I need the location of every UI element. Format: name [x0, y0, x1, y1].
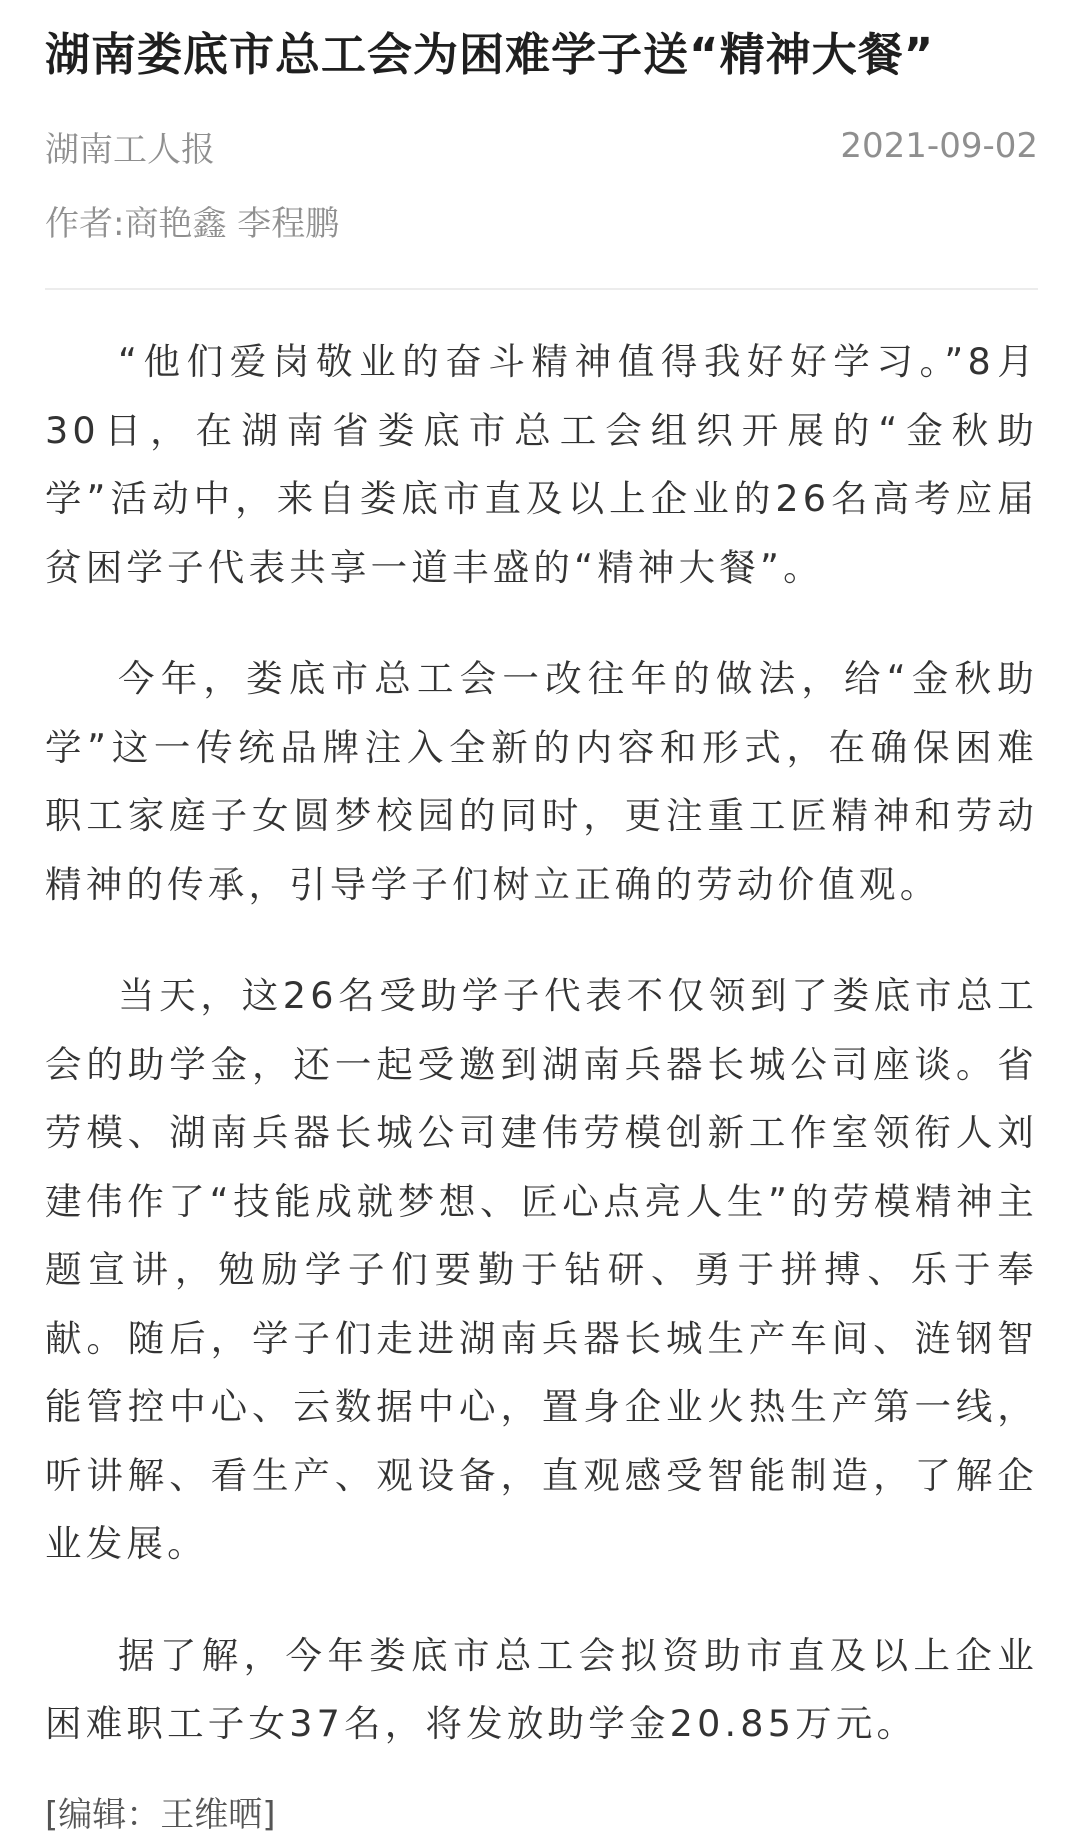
article-page — [45, 0, 1038, 1845]
article-editor: [编辑：王维晒] — [45, 1794, 276, 1835]
article-body — [45, 328, 1038, 1759]
paragraph-3: 当天，这26名受助学子代表不仅领到了娄底市总工会的助学金，还一起受邀到湖南兵器长城公司座谈。省劳模、湖南兵器长城公司建伟劳模创新工作室领衔人刘建伟作了“技能成就梦想、匠心点亮人生”的劳模精神主题宣讲，勉励学子们要勤于钻研、勇于拼搏、乐于奉献。随后，学子们走进湖南兵器长城生产车间、涟钢智能管控中心、云数据中心，置身企业火热生产第一线，听讲解、看生产、观设备，直观感受智能制造，了解企业发展。 — [45, 974, 1038, 1565]
author-label: 作者: — [45, 204, 125, 244]
author-names: 商艳鑫 李程鹏 — [124, 204, 340, 244]
article-date: 2021-09-02 — [840, 126, 1038, 166]
paragraph-2: 今年，娄底市总工会一改往年的做法，给“金秋助学”这一传统品牌注入全新的内容和形式，在确保困难职工家庭子女圆梦校园的同时，更注重工匠精神和劳动精神的传承，引导学子们树立正确的劳动价值观。 — [45, 657, 1038, 906]
article-meta — [45, 122, 1038, 170]
article-authors — [45, 200, 1038, 248]
header-divider — [45, 288, 1038, 290]
article-source[interactable]: 湖南工人报 — [45, 129, 215, 170]
article-title: 湖南娄底市总工会为困难学子送“精神大餐” — [45, 28, 935, 81]
paragraph-1: “他们爱岗敬业的奋斗精神值得我好好学习。”8月30日，在湖南省娄底市总工会组织开展的“金秋助学”活动中，来自娄底市直及以上企业的26名高考应届贫困学子代表共享一道丰盛的“精神大餐”。 — [45, 340, 1038, 589]
paragraph-4: 据了解，今年娄底市总工会拟资助市直及以上企业困难职工子女37名，将发放助学金20.85万元。 — [45, 1633, 1038, 1745]
